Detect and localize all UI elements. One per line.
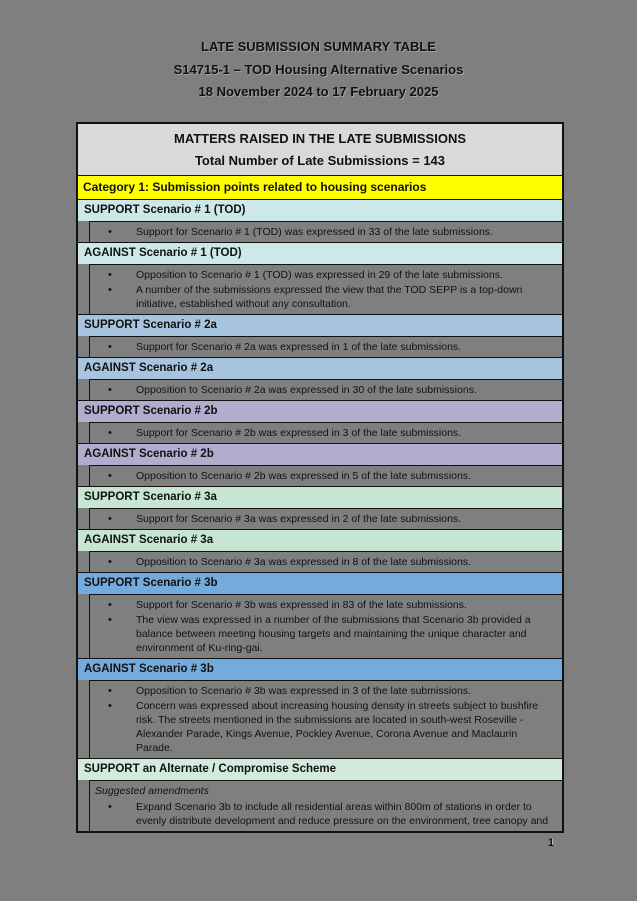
table-header-line-2: Total Number of Late Submissions = 143 (194, 153, 446, 168)
scenario-body (89, 680, 562, 758)
scenario-heading: AGAINST Scenario # 1 (TOD) (78, 242, 562, 264)
scenario-section (78, 758, 562, 831)
scenario-body (89, 264, 562, 314)
bullet-item: • Support for Scenario # 3b was expressed in 83 of the late submissions. (90, 598, 554, 612)
scenario-section (78, 658, 562, 758)
scenario-section (78, 242, 562, 314)
scenario-heading: SUPPORT Scenario # 2a (78, 314, 562, 336)
bullet-item: • Support for Scenario # 2a was expressed in 1 of the late submissions. (90, 340, 554, 354)
suggested-amendments-note: Suggested amendments (95, 784, 209, 797)
bullet-list (90, 426, 554, 440)
bullet-item: • Concern was expressed about increasing housing density in streets subject to bushfire risk. The streets mentioned in the submissions are located in south-west Roseville - Alexander Parade, Kings Avenue, Pockley Avenue, Corona Avenue and Maclaurin Parade. (90, 699, 554, 755)
bullet-list (90, 225, 554, 239)
scenario-heading: AGAINST Scenario # 2a (78, 357, 562, 379)
scenario-heading: SUPPORT Scenario # 3b (78, 572, 562, 594)
scenario-section (78, 486, 562, 529)
scenario-section (78, 443, 562, 486)
scenario-body (89, 221, 562, 242)
scenario-section (78, 529, 562, 572)
scenario-body (89, 336, 562, 357)
scenario-heading: SUPPORT Scenario # 2b (78, 400, 562, 422)
title-line-3: 18 November 2024 to 17 February 2025 (198, 84, 439, 99)
scenario-body (89, 508, 562, 529)
sections-container (78, 199, 562, 831)
scenario-heading: SUPPORT an Alternate / Compromise Scheme (78, 758, 562, 780)
category-1-header: Category 1: Submission points related to housing scenarios (78, 175, 562, 199)
bullet-item: • A number of the submissions expressed the view that the TOD SEPP is a top-down initiative, established without any consultation. (90, 283, 554, 311)
bullet-item: • Opposition to Scenario # 2b was expressed in 5 of the late submissions. (90, 469, 554, 483)
bullet-list (90, 684, 554, 755)
scenario-section (78, 314, 562, 357)
bullet-list (90, 512, 554, 526)
scenario-heading: SUPPORT Scenario # 1 (TOD) (78, 199, 562, 221)
title-line-2: S14715-1 – TOD Housing Alternative Scenarios (173, 61, 464, 77)
table-header (78, 124, 562, 175)
scenario-section (78, 400, 562, 443)
title-line-1: LATE SUBMISSION SUMMARY TABLE (201, 39, 436, 54)
bullet-list (90, 598, 554, 655)
table-header-line-1: MATTERS RAISED IN THE LATE SUBMISSIONS (173, 131, 467, 146)
bullet-item: • The view was expressed in a number of the submissions that Scenario 3b provided a balance between meeting housing targets and maintaining the unique character and environment of Ku-ring-gai. (90, 613, 554, 655)
late-submission-summary-table (76, 122, 564, 833)
scenario-body (89, 465, 562, 486)
bullet-list (90, 268, 554, 311)
scenario-body (89, 594, 562, 658)
page-number: 1 (548, 837, 555, 849)
scenario-body (89, 551, 562, 572)
bullet-list (90, 555, 554, 569)
scenario-heading: AGAINST Scenario # 2b (78, 443, 562, 465)
scenario-body (89, 379, 562, 400)
scenario-heading: AGAINST Scenario # 3b (78, 658, 562, 680)
scenario-section (78, 357, 562, 400)
document-title (0, 36, 637, 104)
bullet-item: • Opposition to Scenario # 2a was expressed in 30 of the late submissions. (90, 383, 554, 397)
scenario-body (89, 422, 562, 443)
scenario-body (89, 780, 562, 831)
bullet-list (90, 340, 554, 354)
bullet-item: • Opposition to Scenario # 1 (TOD) was expressed in 29 of the late submissions. (90, 268, 554, 282)
bullet-item: • Support for Scenario # 2b was expressed in 3 of the late submissions. (90, 426, 554, 440)
bullet-item: • Opposition to Scenario # 3a was expressed in 8 of the late submissions. (90, 555, 554, 569)
scenario-section (78, 199, 562, 242)
bullet-item: • Expand Scenario 3b to include all residential areas within 800m of stations in order to evenly distribute development and reduce pressure on the environment, tree canopy and (90, 800, 554, 828)
scenario-section (78, 572, 562, 658)
bullet-item: • Opposition to Scenario # 3b was expressed in 3 of the late submissions. (90, 684, 554, 698)
bullet-list (90, 800, 554, 828)
scenario-heading: AGAINST Scenario # 3a (78, 529, 562, 551)
bullet-list (90, 469, 554, 483)
bullet-item: • Support for Scenario # 1 (TOD) was expressed in 33 of the late submissions. (90, 225, 554, 239)
bullet-item: • Support for Scenario # 3a was expressed in 2 of the late submissions. (90, 512, 554, 526)
bullet-list (90, 383, 554, 397)
scenario-heading: SUPPORT Scenario # 3a (78, 486, 562, 508)
